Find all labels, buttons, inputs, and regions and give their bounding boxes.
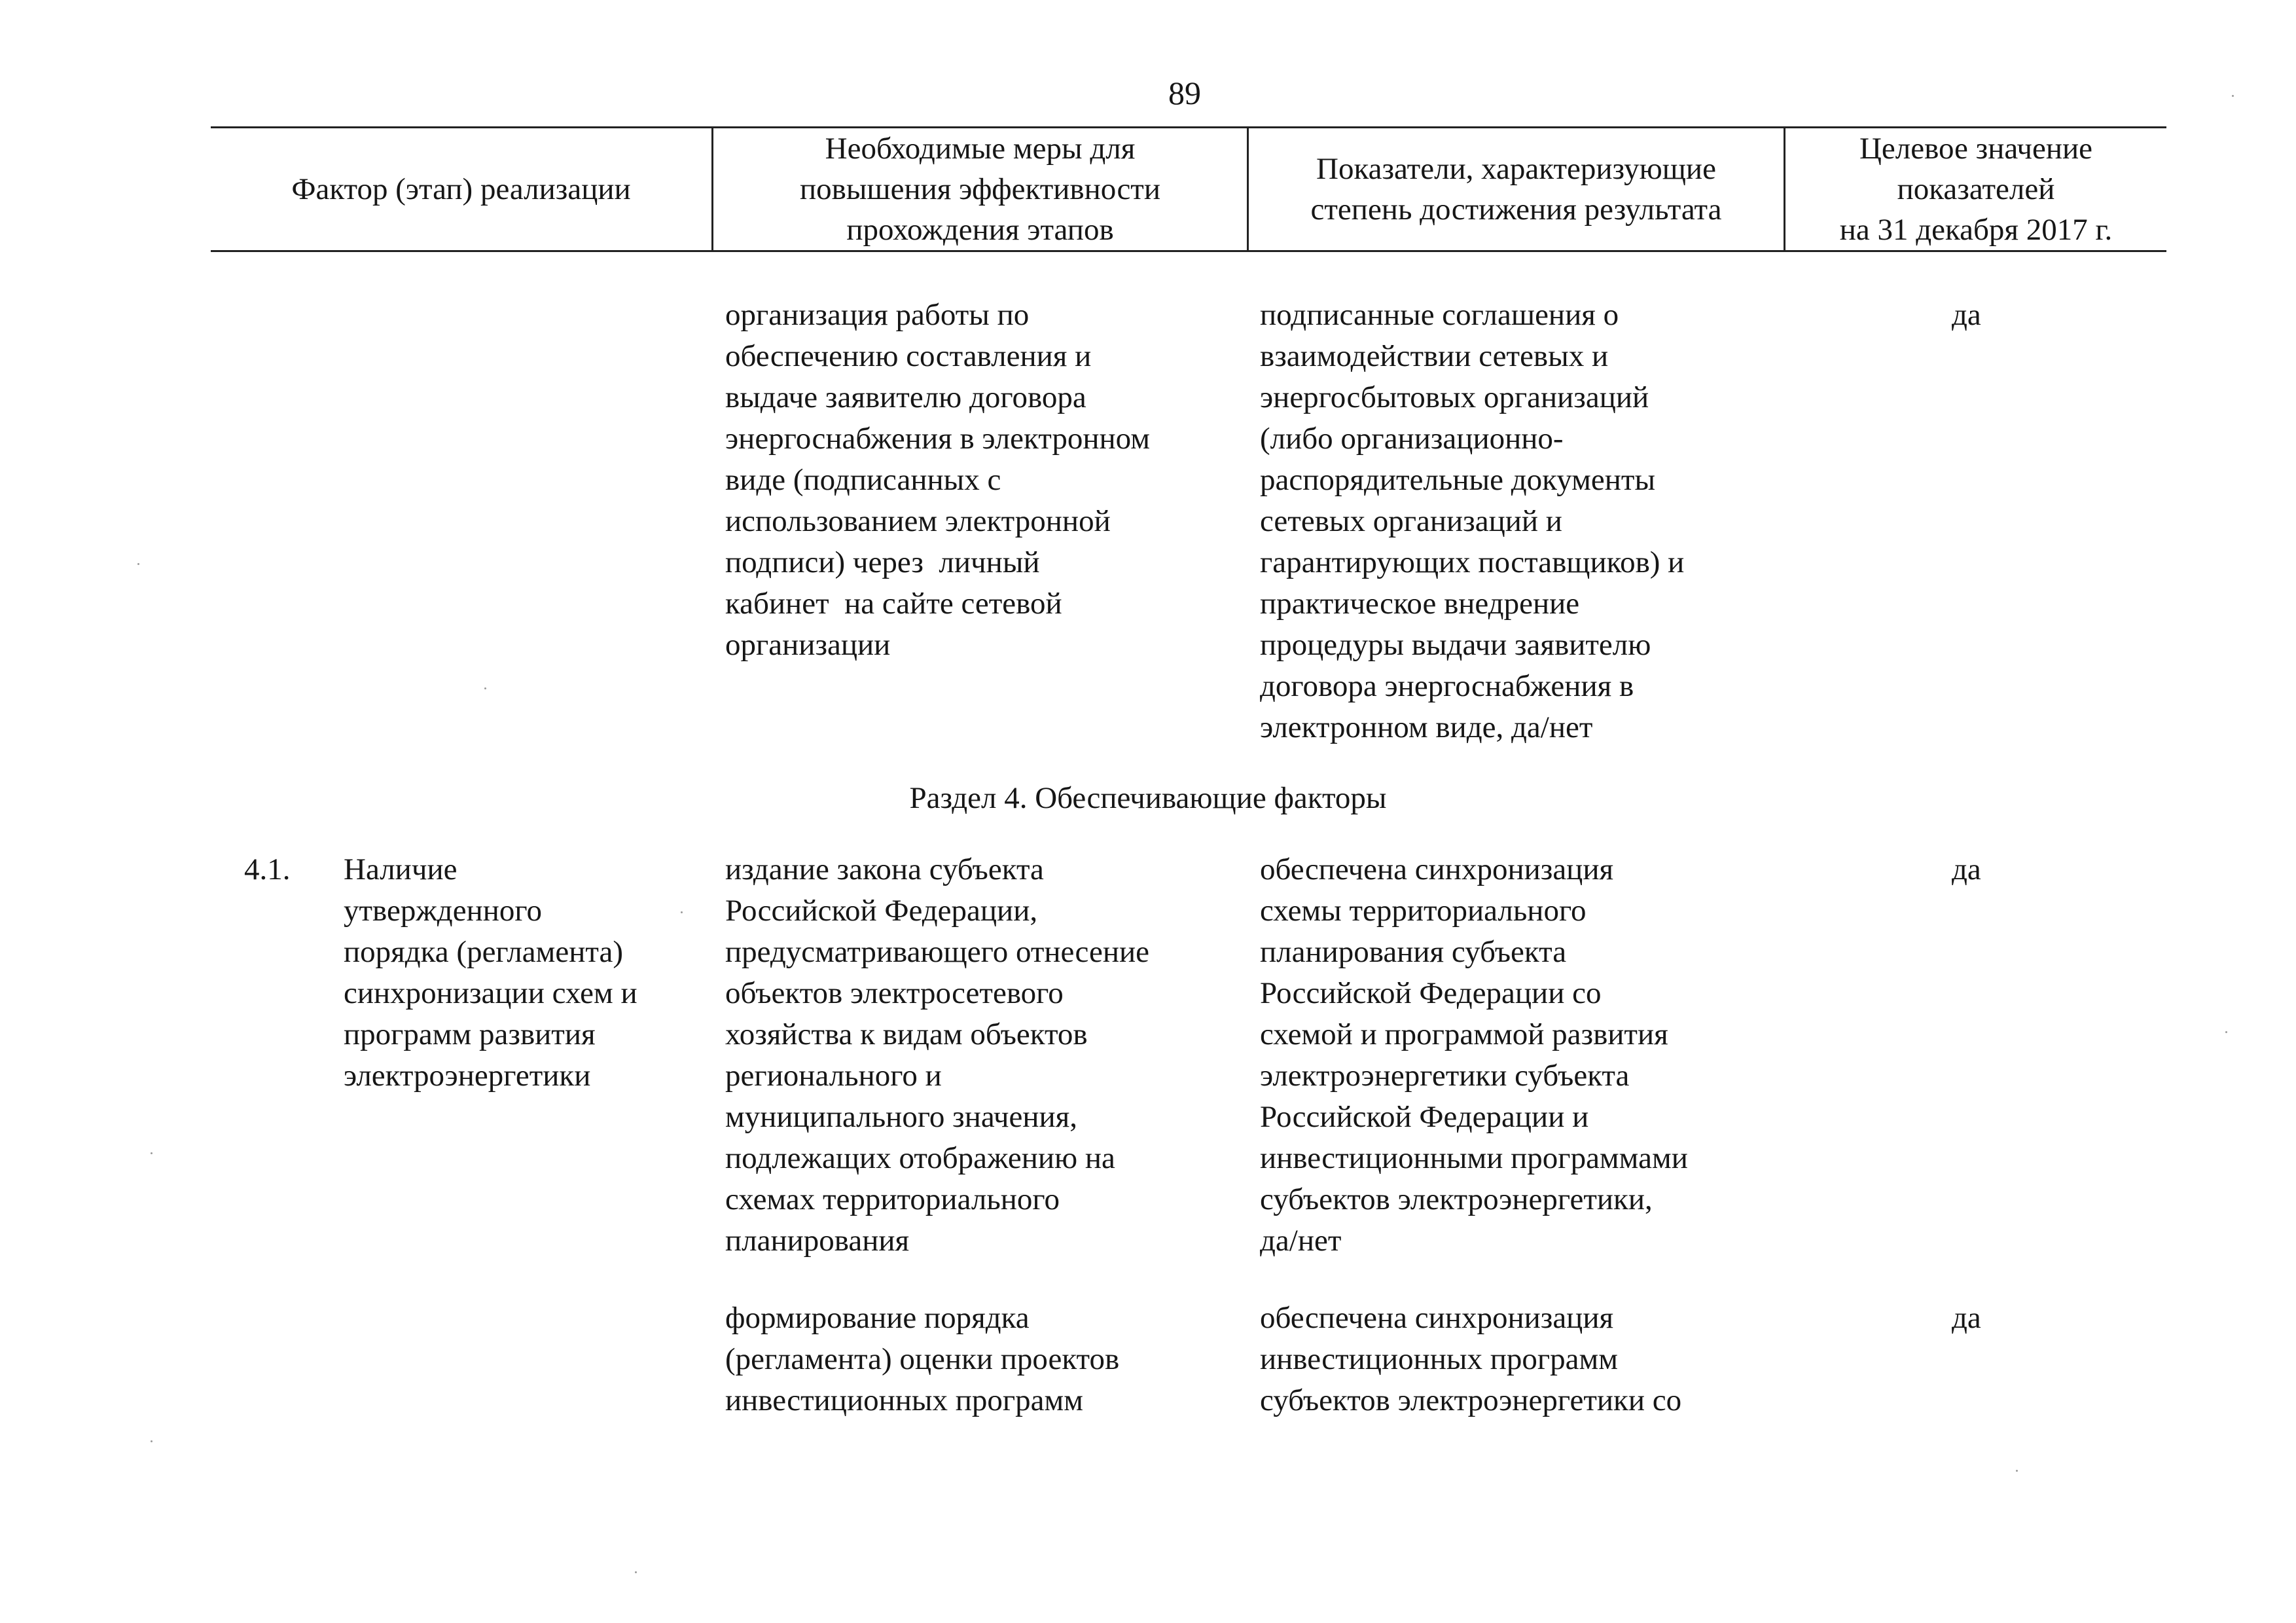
indicator-investment-program-sync: обеспечена синхронизация инвестиционных программ субъектов электроэнергетики со	[1260, 1301, 1682, 1417]
header-indicators: Показатели, характеризующие степень достижения результата	[1310, 152, 1722, 227]
header-target-value: Целевое значение показателей на 31 декабря 2017 г.	[1839, 132, 2113, 247]
indicator-territorial-planning-sync: обеспечена синхронизация схемы территориального планирования субъекта Российской Федерации со схемой и программой развития электроэнергетики субъекта Российской Федерации и инвестиционными программами субъектов электроэнергетики, да/нет	[1260, 852, 1688, 1258]
scan-speck	[137, 563, 139, 565]
header-measures: Необходимые меры для повышения эффективности прохождения этапов	[799, 132, 1160, 247]
indicator-signed-agreements: подписанные соглашения о взаимодействии сетевых и энергосбытовых организаций (либо организационно- распорядительные документы сетевых организаций и гарантирующих поставщиков) и практическое внедрение процедуры выдачи заявителю договора энергоснабжения в электронном виде, да/нет	[1260, 298, 1685, 744]
factor-synchronization-procedure: Наличие утвержденного порядка (регламента) синхронизации схем и программ развития электроэнергетики	[344, 852, 637, 1093]
target-value: да	[1952, 1301, 1981, 1335]
scan-speck	[2016, 1470, 2018, 1472]
scan-speck	[151, 1152, 152, 1154]
scan-speck	[484, 687, 486, 689]
table-header-bottom-rule	[211, 250, 2166, 252]
scan-speck	[681, 911, 683, 913]
target-value: да	[1952, 298, 1981, 332]
measure-investment-program-assessment: формирование порядка (регламента) оценки проектов инвестиционных программ	[725, 1301, 1120, 1417]
row-number: 4.1.	[244, 852, 291, 886]
target-value: да	[1952, 852, 1981, 886]
scan-speck	[2225, 1031, 2227, 1033]
scan-speck	[2232, 95, 2234, 97]
scan-speck	[635, 1571, 637, 1573]
header-factor: Фактор (этап) реализации	[291, 172, 631, 206]
measure-regional-law: издание закона субъекта Российской Федерации, предусматривающего отнесение объектов электросетевого хозяйства к видам объектов регионального и муниципального значения, подлежащих отображению на схемах территориального планирования	[725, 852, 1150, 1258]
scan-speck	[151, 1440, 152, 1442]
section-title: Раздел 4. Обеспечивающие факторы	[909, 781, 1387, 815]
page-number: 89	[1168, 75, 1201, 111]
measure-electronic-contract: организация работы по обеспечению составления и выдаче заявителю договора энергоснабжения в электронном виде (подписанных с использованием электронной подписи) через личный кабинет на сайте сетевой организации	[725, 298, 1151, 662]
